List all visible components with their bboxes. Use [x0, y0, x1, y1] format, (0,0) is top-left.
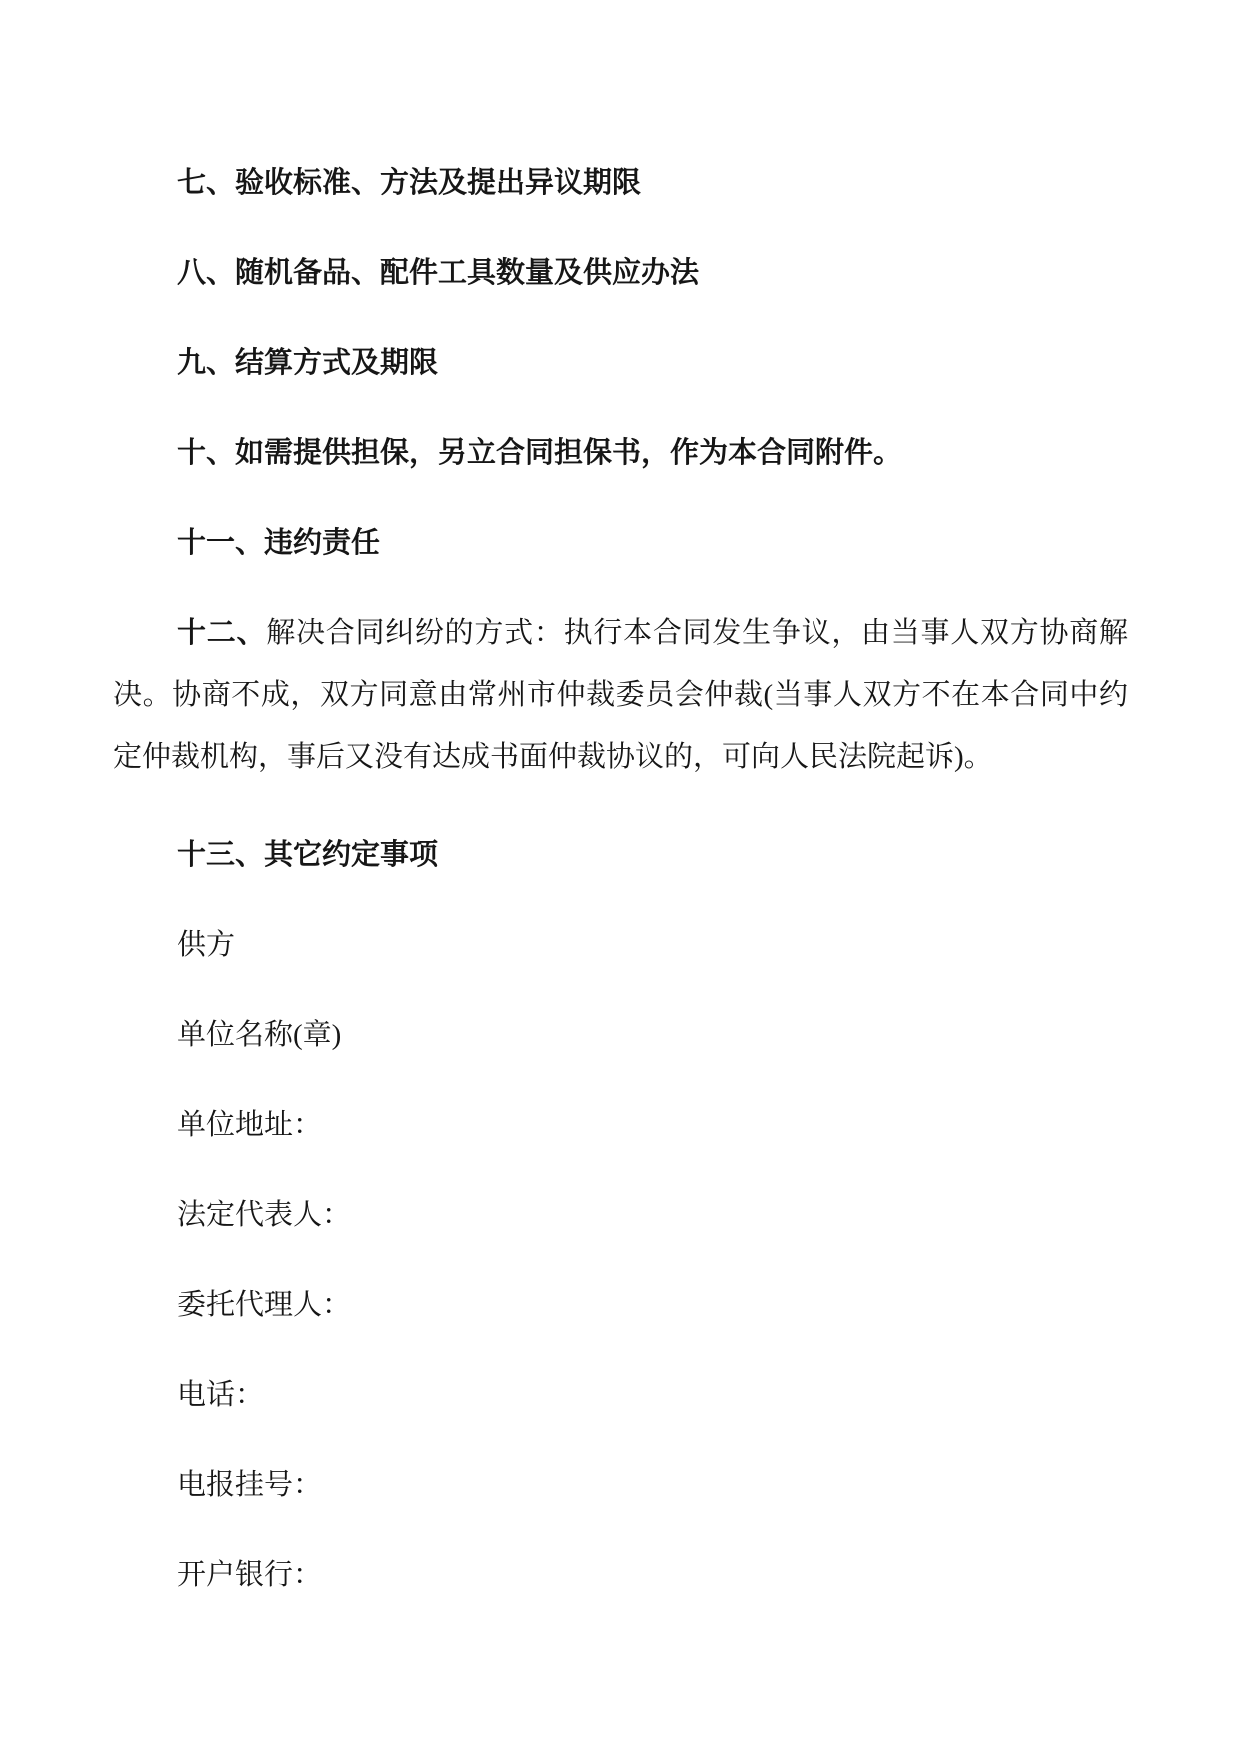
clause-7-heading: 七、验收标准、方法及提出异议期限: [177, 167, 642, 199]
clause-12-number: 十二、: [177, 617, 267, 649]
clause-12-line-1: [113, 602, 1128, 664]
clause-11-heading: 十一、违约责任: [177, 527, 381, 559]
field-telegraph-number: 电报挂号：: [177, 1469, 323, 1501]
clause-13-heading: 十三、其它约定事项: [177, 839, 439, 871]
clause-9-heading: 九、结算方式及期限: [177, 347, 439, 379]
clause-12-line-2: 决。协商不成，双方同意由常州市仲裁委员会仲裁(当事人双方不在本合同中约: [113, 679, 1128, 711]
field-legal-representative: 法定代表人：: [177, 1199, 352, 1231]
field-telephone: 电话：: [177, 1379, 265, 1411]
field-entrusted-agent: 委托代理人：: [177, 1289, 352, 1321]
clause-12-line-3: 定仲裁机构，事后又没有达成书面仲裁协议的，可向人民法院起诉)。: [113, 741, 993, 773]
clause-8-heading: 八、随机备品、配件工具数量及供应办法: [177, 257, 700, 289]
field-unit-name: 单位名称(章): [177, 1019, 342, 1051]
clause-10-heading: 十、如需提供担保，另立合同担保书，作为本合同附件。: [177, 437, 903, 469]
field-bank: 开户银行：: [177, 1559, 323, 1591]
clause-12-line-1-text: 解决合同纠纷的方式：执行本合同发生争议，由当事人双方协商解: [266, 617, 1128, 649]
clause-12-paragraph: [113, 602, 1128, 788]
field-unit-address: 单位地址：: [177, 1109, 323, 1141]
supplier-party-label: 供方: [177, 929, 236, 961]
